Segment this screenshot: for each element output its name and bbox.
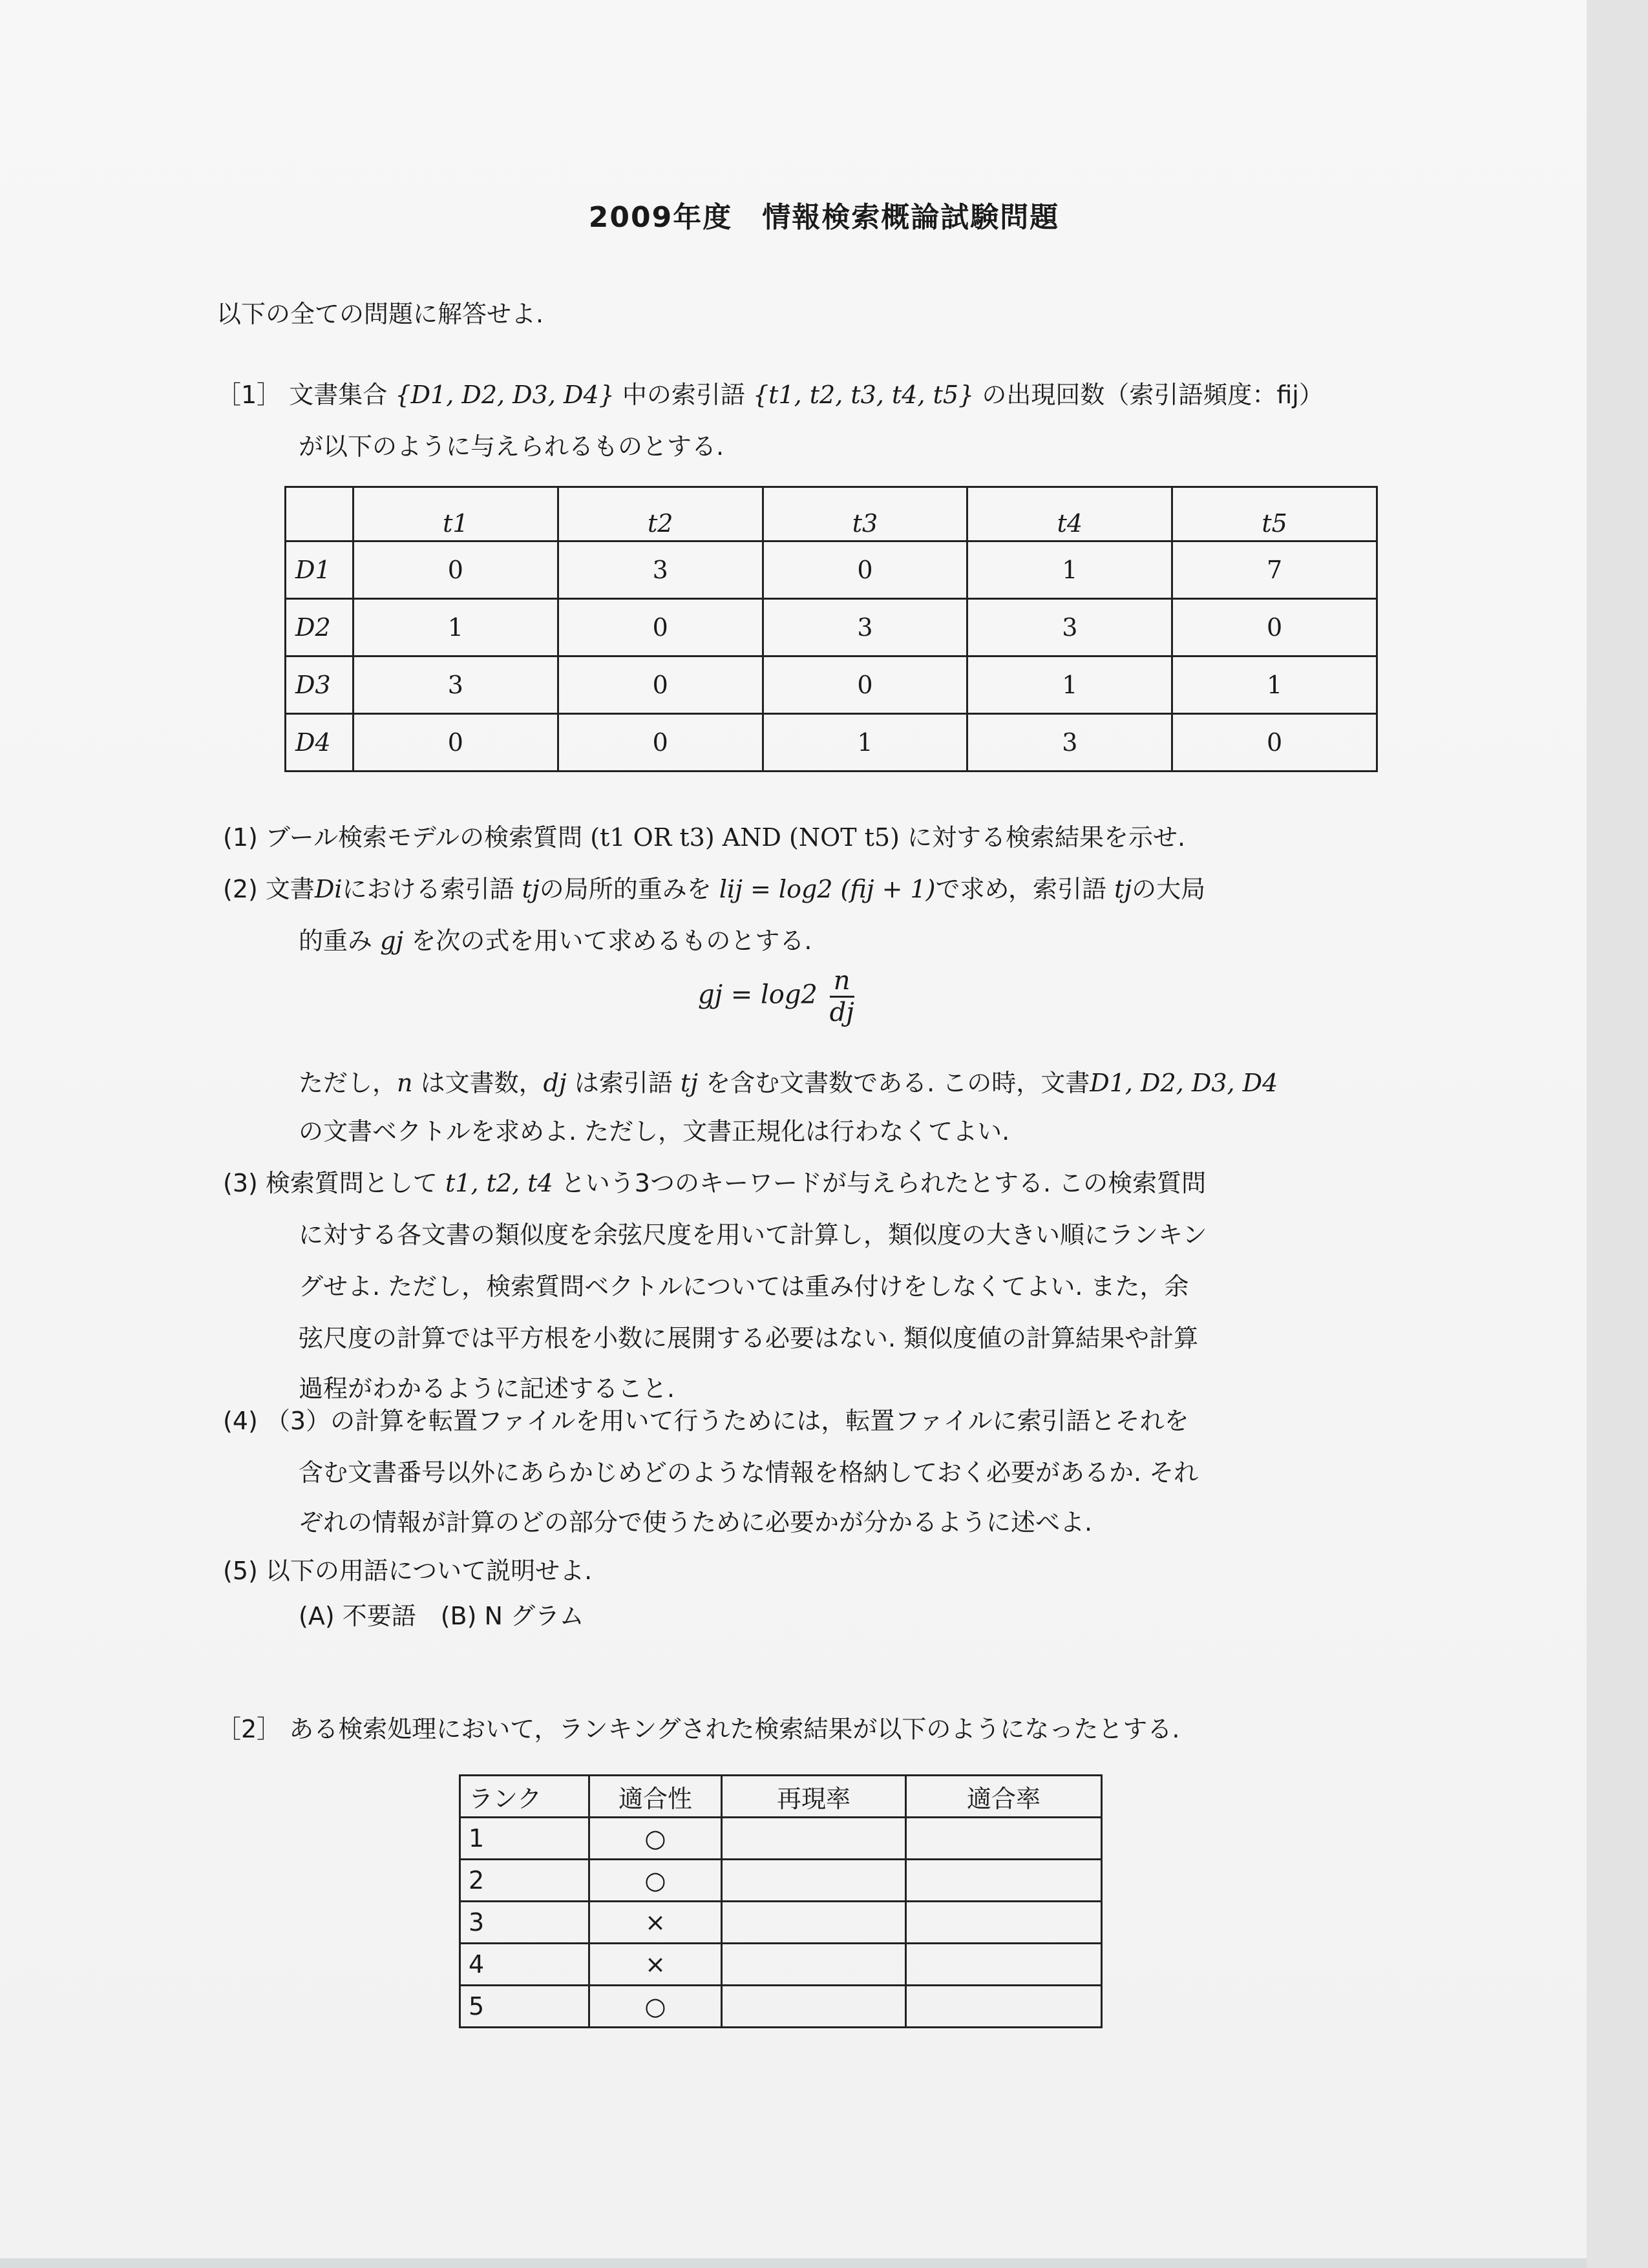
column-header: ランク [460, 1776, 589, 1818]
question-text: で求め，索引語 [935, 875, 1106, 903]
table-cell: 0 [763, 541, 967, 599]
question-text: の局所的重みを [539, 875, 712, 903]
table-cell: 1 [763, 714, 967, 772]
rank-cell: 4 [460, 1944, 589, 1986]
precision-cell [906, 1944, 1102, 1986]
question-text: を次の式を用いて求めるものとする. [411, 927, 812, 955]
question-3-line4: 弦尺度の計算では平方根を小数に展開する必要はない. 類似度値の計算結果や計算 [299, 1324, 1199, 1352]
table-cell: 3 [763, 599, 967, 656]
instruction: 以下の全ての問題に解答せよ. [217, 300, 544, 328]
problem2-label: ［2］ [217, 1715, 282, 1743]
column-header: t1 [354, 487, 558, 541]
table-row [286, 714, 1377, 772]
precision-cell [906, 1860, 1102, 1902]
question-text: 検索質問として [265, 1169, 438, 1197]
column-header: t3 [763, 487, 967, 541]
table-cell: 0 [558, 599, 763, 656]
table-cell: 1 [354, 599, 558, 656]
precision-cell [906, 1818, 1102, 1860]
table-header-row [460, 1776, 1102, 1818]
question-text: （3）の計算を転置ファイルを用いて行うためには，転置ファイルに索引語とそれを [265, 1407, 1189, 1435]
question-text: における索引語 [342, 875, 514, 903]
doc-set: {D1, D2, D3, D4} [395, 381, 615, 409]
relevance-cell: ○ [589, 1818, 722, 1860]
question-text: という3つのキーワードが与えられたとする. この検索質問 [560, 1169, 1207, 1197]
formula-lhs: gj = log2 [698, 980, 818, 1010]
question-2-line1 [223, 869, 1205, 905]
scanner-bed-right [1587, 0, 1648, 2268]
table-cell: 0 [763, 656, 967, 714]
table-row [460, 1860, 1102, 1902]
intro-text: 中の索引語 [622, 381, 745, 409]
term-symbol: tj [522, 875, 540, 903]
question-number: (5) [223, 1557, 258, 1585]
recall-cell [722, 1902, 906, 1944]
intro-text: ある検索処理において，ランキングされた検索結果が以下のようになったとする. [289, 1715, 1180, 1743]
column-header: 再現率 [722, 1776, 906, 1818]
table-cell: 0 [1172, 599, 1377, 656]
table-row [286, 599, 1377, 656]
column-header: t5 [1172, 487, 1377, 541]
recall-cell [722, 1944, 906, 1986]
question-text: は索引語 [574, 1069, 673, 1097]
table-cell: 7 [1172, 541, 1377, 599]
problem1-label: ［1］ [217, 381, 282, 409]
recall-cell [722, 1860, 906, 1902]
question-2-line4: の文書ベクトルを求めよ. ただし，文書正規化は行わなくてよい. [299, 1117, 1010, 1146]
table-row [286, 656, 1377, 714]
doc-symbol: Di [314, 875, 343, 903]
global-weight-symbol: gj [380, 927, 404, 955]
column-header: 適合性 [589, 1776, 722, 1818]
formula-fraction [830, 966, 854, 1027]
page-title: 2009年度 情報検索概論試験問題 [588, 201, 1060, 234]
term-symbol: tj [1114, 875, 1132, 903]
relevance-cell: ○ [589, 1986, 722, 2028]
table-cell: 1 [967, 656, 1172, 714]
question-4-line1 [223, 1401, 1189, 1436]
question-text: を含む文書数である. この時，文書 [706, 1069, 1090, 1097]
question-3-line3: グせよ. ただし，検索質問ベクトルについては重み付けをしなくてよい. また，余 [299, 1272, 1189, 1301]
term-symbol: tj [680, 1069, 698, 1097]
formula-numerator: n [830, 966, 854, 998]
recall-cell [722, 1986, 906, 2028]
question-text: は文書数， [420, 1069, 544, 1097]
row-header: D3 [286, 656, 354, 714]
row-header: D2 [286, 599, 354, 656]
question-text: 以下の用語について説明せよ. [265, 1557, 593, 1585]
question-4-line2: 含む文書番号以外にあらかじめどのような情報を格納しておく必要があるか. それ [299, 1458, 1199, 1487]
intro-text: 文書集合 [289, 381, 388, 409]
problem1-intro-line1 [217, 375, 1324, 410]
table-cell: 1 [1172, 656, 1377, 714]
table-cell: 0 [354, 541, 558, 599]
question-number: (3) [223, 1169, 258, 1197]
table-row [460, 1944, 1102, 1986]
table-cell: 3 [967, 599, 1172, 656]
term-set: {t1, t2, t3, t4, t5} [753, 381, 975, 409]
table-cell: 0 [1172, 714, 1377, 772]
question-2-line2 [299, 921, 812, 956]
precision-cell [906, 1986, 1102, 2028]
question-text: 的重み [299, 927, 373, 955]
n-symbol: n [397, 1069, 413, 1097]
table-cell: 0 [354, 714, 558, 772]
dj-symbol: dj [543, 1069, 567, 1097]
ranking-table [459, 1774, 1103, 2028]
local-weight-formula: lij = log2 (fij + 1) [719, 875, 936, 903]
relevance-cell: × [589, 1902, 722, 1944]
question-4-line3: ぞれの情報が計算のどの部分で使うために必要かが分かるように述べよ. [299, 1508, 1093, 1537]
rank-cell: 1 [460, 1818, 589, 1860]
rank-cell: 2 [460, 1860, 589, 1902]
problem2-intro [217, 1709, 1179, 1745]
doc-list: D1, D2, D3, D4 [1090, 1069, 1278, 1097]
question-1 [223, 817, 1185, 853]
table-cell: 3 [967, 714, 1172, 772]
question-text: に対する検索結果を示せ. [907, 823, 1186, 852]
table-corner [286, 487, 354, 541]
table-cell: 1 [967, 541, 1172, 599]
question-2-line3 [299, 1063, 1278, 1098]
question-text: 文書 [265, 875, 315, 903]
rank-cell: 5 [460, 1986, 589, 2028]
question-number: (2) [223, 875, 258, 903]
intro-text: の出現回数（索引語頻度：fij） [982, 381, 1324, 409]
table-cell: 0 [558, 714, 763, 772]
table-row [460, 1902, 1102, 1944]
table-cell: 3 [354, 656, 558, 714]
table-row [460, 1986, 1102, 2028]
question-3-line2: に対する各文書の類似度を余弦尺度を用いて計算し，類似度の大きい順にランキン [299, 1221, 1207, 1249]
table-cell: 0 [558, 656, 763, 714]
row-header: D4 [286, 714, 354, 772]
recall-cell [722, 1818, 906, 1860]
question-text: ブール検索モデルの検索質問 [265, 823, 583, 852]
boolean-query: (t1 OR t3) AND (NOT t5) [590, 823, 900, 852]
question-text: ただし， [299, 1069, 397, 1097]
table-header-row [286, 487, 1377, 541]
global-weight-formula [698, 966, 854, 1027]
relevance-cell: × [589, 1944, 722, 1986]
question-3-line1 [223, 1163, 1206, 1199]
table-row [460, 1818, 1102, 1860]
question-number: (4) [223, 1407, 258, 1435]
row-header: D1 [286, 541, 354, 599]
frequency-table [284, 486, 1378, 772]
query-terms: t1, t2, t4 [445, 1169, 553, 1197]
relevance-cell: ○ [589, 1860, 722, 1902]
problem1-intro-line2: が以下のように与えられるものとする. [299, 432, 724, 461]
question-3-line5: 過程がわかるように記述すること. [299, 1374, 675, 1403]
question-5-terms: (A) 不要語 (B) N グラム [299, 1602, 584, 1630]
question-5-line1 [223, 1551, 592, 1586]
table-row [286, 541, 1377, 599]
column-header: t4 [967, 487, 1172, 541]
question-number: (1) [223, 823, 258, 852]
formula-denominator: dj [829, 998, 854, 1027]
question-text: の大局 [1132, 875, 1206, 903]
column-header: 適合率 [906, 1776, 1102, 1818]
scanner-bed-bottom [0, 2258, 1587, 2268]
column-header: t2 [558, 487, 763, 541]
rank-cell: 3 [460, 1902, 589, 1944]
precision-cell [906, 1902, 1102, 1944]
table-cell: 3 [558, 541, 763, 599]
